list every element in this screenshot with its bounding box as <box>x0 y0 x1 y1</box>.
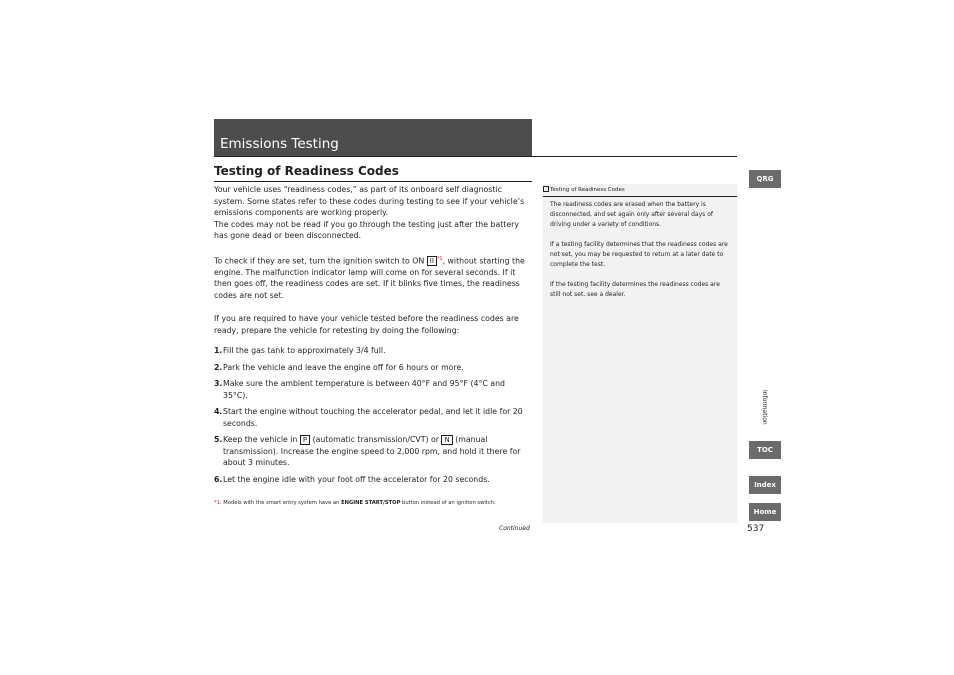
step-item <box>214 406 532 429</box>
toc-button[interactable]: TOC <box>749 441 781 459</box>
ignition-on-key: II <box>427 256 437 266</box>
intro-paragraph-1: Your vehicle uses “readiness codes,” as part of its onboard self diagnostic system. Some states refer to these codes during testing to see if your vehicle’s emissions components are working properly. <box>214 185 525 218</box>
heading-rule <box>214 181 532 182</box>
main-body <box>214 184 532 490</box>
steps-list <box>214 345 532 485</box>
sidebar-note: The readiness codes are erased when the battery is disconnected, and set again only after several days of driving under a variety of conditions. <box>550 201 713 228</box>
step-number: 5. <box>214 435 223 445</box>
step-text-after: (manual transmission). Increase the engine speed to 2,000 rpm, and hold it there for about 3 minutes. <box>223 435 521 468</box>
step-text-middle: (automatic transmission/CVT) or <box>310 435 442 445</box>
park-key: P <box>300 435 310 445</box>
header-rule <box>214 156 737 157</box>
step-item <box>214 362 532 374</box>
ignition-text-after: , without starting the engine. The malfunction indicator lamp will come on for several seconds. If it then goes off, the readiness codes are set. If it blinks five times, the readiness codes are not set. <box>214 256 525 300</box>
sidebar-note: If a testing facility determines that the readiness codes are not set, you may be requested to return at a later date to complete the test. <box>550 241 728 268</box>
step-text-before: Keep the vehicle in <box>223 435 300 445</box>
section-header <box>214 119 532 156</box>
step-number: 3. <box>214 379 223 389</box>
intro-paragraph-3 <box>214 254 532 302</box>
qrg-button[interactable]: QRG <box>749 170 781 188</box>
step-item <box>214 474 532 486</box>
step-item <box>214 434 532 469</box>
section-side-label: Information <box>761 390 768 425</box>
page-heading: Testing of Readiness Codes <box>214 164 399 178</box>
step-text: Make sure the ambient temperature is between 40°F and 95°F (4°C and 35°C). <box>223 379 505 400</box>
footnote-text-before: Models with the smart entry system have an <box>221 500 342 506</box>
footnote-text-after: button instead of an ignition switch. <box>400 500 496 506</box>
footnote-reference[interactable]: *1 <box>436 255 443 262</box>
sidebar-text <box>550 200 732 300</box>
neutral-key: N <box>441 435 452 445</box>
section-title: Emissions Testing <box>220 136 339 152</box>
step-item <box>214 378 532 401</box>
step-number: 6. <box>214 474 223 484</box>
step-item <box>214 345 532 357</box>
note-icon <box>543 186 549 192</box>
step-number: 1. <box>214 346 223 356</box>
footnote <box>214 500 534 506</box>
sidebar-title-row <box>543 186 737 195</box>
page-number: 537 <box>747 524 765 534</box>
sidebar-rule <box>543 196 737 197</box>
index-button[interactable]: Index <box>749 476 781 494</box>
sidebar-title: Testing of Readiness Codes <box>550 187 625 193</box>
step-text: Start the engine without touching the accelerator pedal, and let it idle for 20 seconds. <box>223 407 523 428</box>
step-number: 4. <box>214 407 223 417</box>
continued-label: Continued <box>499 525 530 532</box>
intro-paragraph-4: If you are required to have your vehicle tested before the readiness codes are ready, prepare the vehicle for retesting by doing the following: <box>214 314 519 335</box>
step-text: Park the vehicle and leave the engine off for 6 hours or more. <box>223 362 464 372</box>
sidebar-note: If the testing facility determines the readiness codes are still not set, see a dealer. <box>550 281 720 298</box>
footnote-bold: ENGINE START/STOP <box>341 500 401 506</box>
intro-paragraph-2: The codes may not be read if you go through the testing just after the battery has gone dead or been disconnected. <box>214 219 519 241</box>
ignition-text-before: To check if they are set, turn the ignition switch to ON <box>214 256 427 266</box>
home-button[interactable]: Home <box>749 503 781 521</box>
step-text: Fill the gas tank to approximately 3/4 full. <box>223 346 386 356</box>
step-number: 2. <box>214 362 223 372</box>
sidebar-notes <box>543 184 737 523</box>
step-text: Let the engine idle with your foot off the accelerator for 20 seconds. <box>223 474 490 484</box>
footnote-mark: *1: <box>214 500 222 506</box>
